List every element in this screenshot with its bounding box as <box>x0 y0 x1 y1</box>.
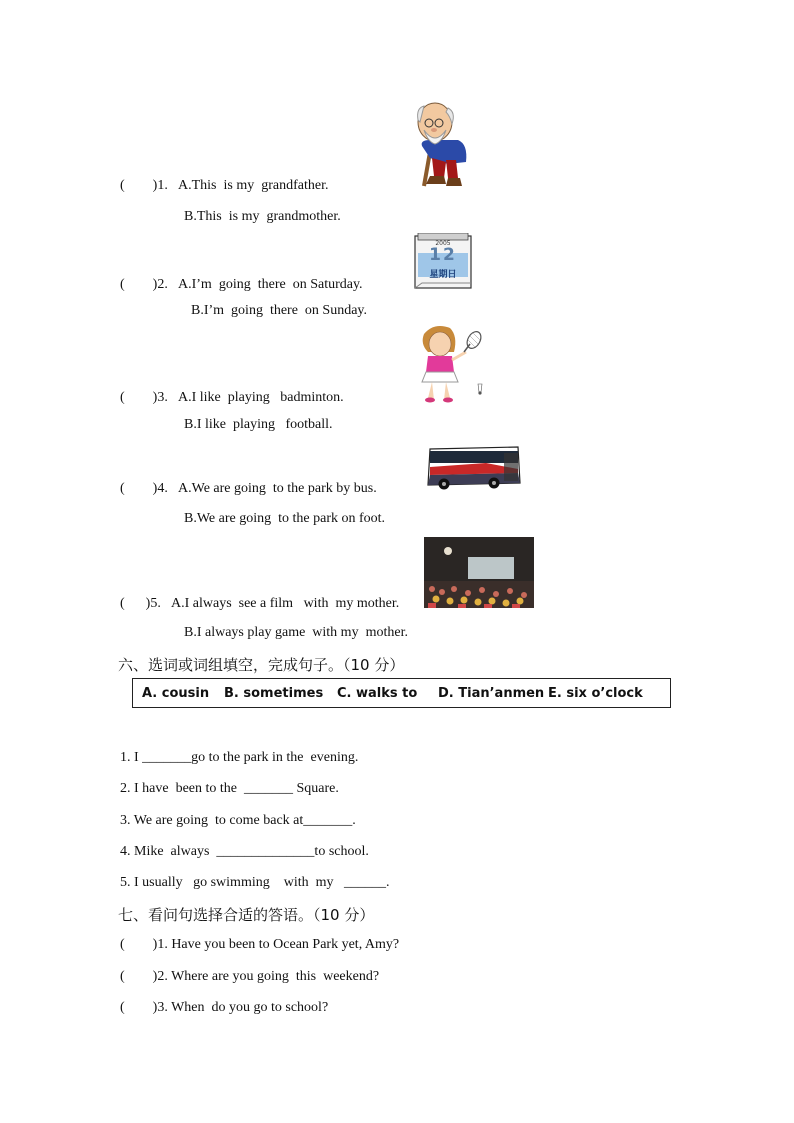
q1-option-a: A.This is my grandfather. <box>178 178 329 193</box>
q1-paren: ( )1. <box>120 178 168 193</box>
fill-sentence-1: 1. I _______go to the park in the evening. <box>120 750 359 765</box>
fill-sentence-3: 3. We are going to come back at_______. <box>120 813 356 828</box>
bus-picture <box>426 445 522 491</box>
calendar-day: 12 <box>429 245 457 265</box>
badminton-girl-picture <box>414 322 484 404</box>
q2-option-a: A.I’m going there on Saturday. <box>178 277 363 292</box>
q4-option-a: A.We are going to the park by bus. <box>178 481 377 496</box>
grandfather-picture <box>408 100 472 190</box>
word-option-a: A. cousin <box>142 686 210 701</box>
question-1: ( )1. Have you been to Ocean Park yet, Amy? <box>120 937 400 952</box>
word-bank-box <box>132 678 671 708</box>
q3-option-a: A.I like playing badminton. <box>178 390 344 405</box>
q3-paren: ( )3. <box>120 390 168 405</box>
question-2: ( )2. Where are you going this weekend? <box>120 969 380 984</box>
calendar-picture <box>414 233 472 289</box>
q1-option-b: B.This is my grandmother. <box>184 209 341 224</box>
word-option-e: E. six o’clock <box>548 686 643 701</box>
q3-option-b: B.I like playing football. <box>184 417 333 432</box>
section7-heading: 七、看问句选择合适的答语。（10 分） <box>118 906 375 924</box>
q2-option-b: B.I’m going there on Sunday. <box>191 303 368 318</box>
word-option-d: D. Tian’anmen <box>438 686 545 701</box>
q2-paren: ( )2. <box>120 277 168 292</box>
cinema-picture <box>424 537 534 608</box>
question-3: ( )3. When do you go to school? <box>120 1000 329 1015</box>
q5-option-a: A.I always see a film with my mother. <box>171 596 400 611</box>
q5-paren: ( )5. <box>120 596 161 611</box>
q4-option-b: B.We are going to the park on foot. <box>184 511 386 526</box>
fill-sentence-2: 2. I have been to the _______ Square. <box>120 781 339 796</box>
calendar-year: 2005 <box>435 240 451 247</box>
calendar-weekday: 星期日 <box>429 270 457 280</box>
word-option-b: B. sometimes <box>224 686 324 701</box>
q4-paren: ( )4. <box>120 481 168 496</box>
q5-option-b: B.I always play game with my mother. <box>184 625 408 640</box>
word-option-c: C. walks to <box>337 686 418 701</box>
fill-sentence-4: 4. Mike always ______________to school. <box>120 844 369 859</box>
section6-heading: 六、选词或词组填空，完成句子。（10 分） <box>118 656 405 674</box>
fill-sentence-5: 5. I usually go swimming with my ______. <box>120 875 390 890</box>
